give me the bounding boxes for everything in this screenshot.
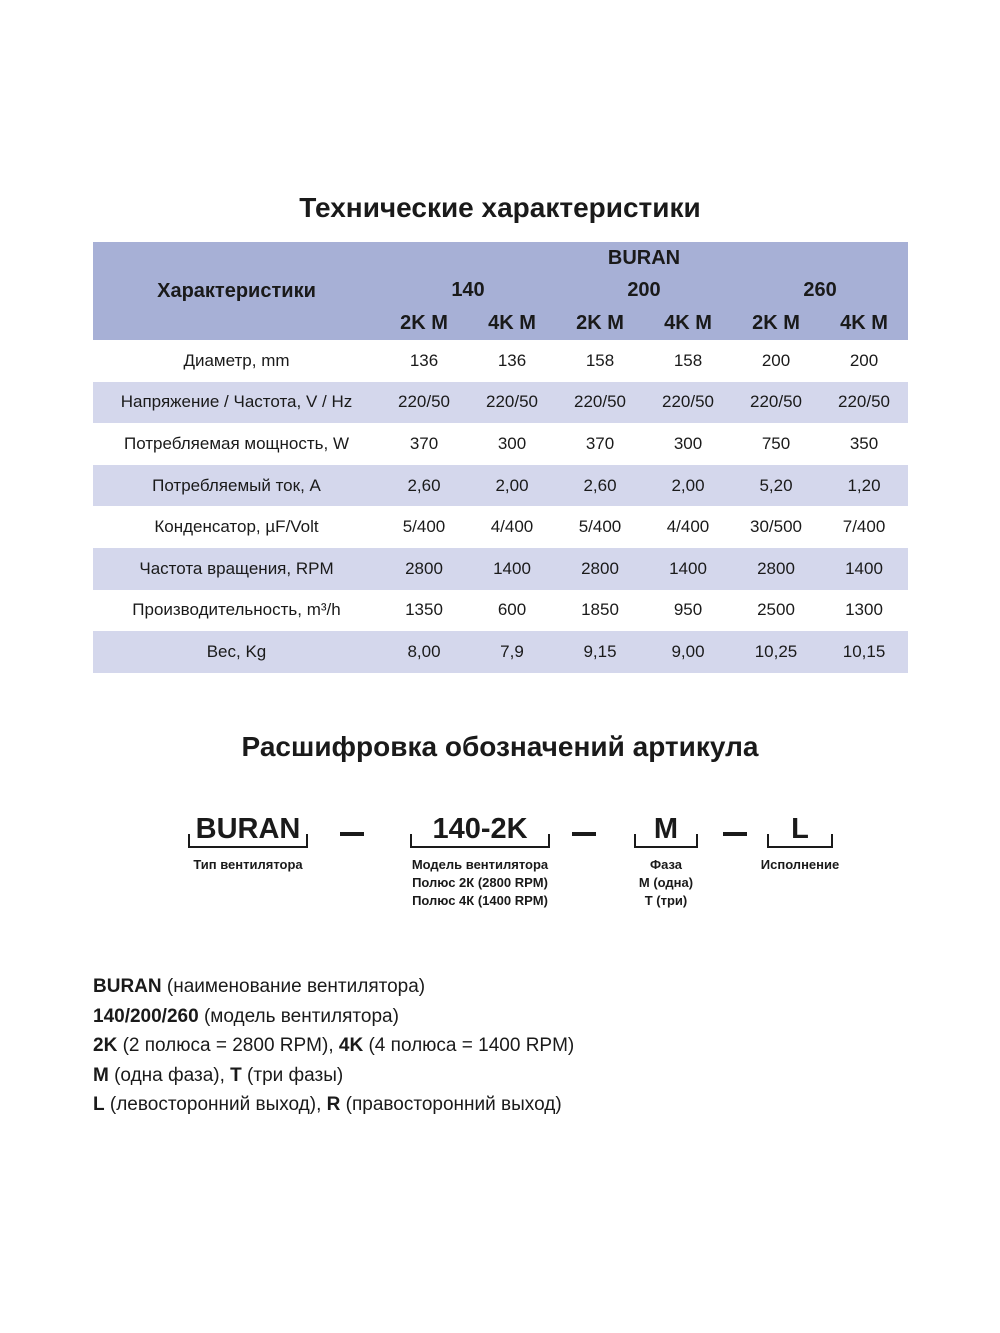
header-model: 260 <box>732 274 908 306</box>
cell-value: 10,25 <box>732 631 820 673</box>
cell-value: 2,60 <box>556 465 644 507</box>
segment-type <box>182 812 314 874</box>
cell-value: 2800 <box>556 548 644 590</box>
row-label: Напряжение / Частота, V / Hz <box>93 382 380 424</box>
cell-value: 5/400 <box>402 517 446 537</box>
cell-value: 136 <box>409 350 439 370</box>
cell-value: 1400 <box>468 548 556 590</box>
row-label: Конденсатор, µF/Volt <box>154 517 319 537</box>
cell-value: 220/50 <box>556 382 644 424</box>
cell-value: 300 <box>497 433 527 453</box>
header-variant: 4K M <box>820 306 908 340</box>
cell-value: 2,00 <box>644 465 732 507</box>
legend-term: R <box>326 1094 341 1115</box>
header-characteristics: Характеристики <box>93 242 380 340</box>
legend-term: 2K <box>93 1035 118 1056</box>
segment-caption: Тип вентилятора <box>193 857 303 872</box>
legend-term: 140/200/260 <box>93 1005 199 1027</box>
cell-value: 200 <box>849 350 879 370</box>
table-row <box>93 423 908 465</box>
legend-line <box>93 1061 574 1091</box>
cell-value: 158 <box>673 350 703 370</box>
legend-text: (2 полюса = 2800 RPM), <box>117 1035 339 1056</box>
cell-value: 10,15 <box>820 631 908 673</box>
cell-value: 2,60 <box>380 465 468 507</box>
header-brand: BURAN <box>380 242 908 274</box>
cell-value: 8,00 <box>380 631 468 673</box>
cell-value: 370 <box>409 433 439 453</box>
legend-line <box>93 972 574 1002</box>
segment-code: 140-2K <box>410 812 549 848</box>
separator-dash <box>572 832 596 836</box>
segment-caption: М (одна) <box>638 875 694 890</box>
cell-value: 2800 <box>380 548 468 590</box>
cell-value: 7/400 <box>842 517 886 537</box>
segment-caption: Исполнение <box>760 857 840 872</box>
legend-line <box>93 1031 574 1061</box>
header-variant: 2K M <box>556 306 644 340</box>
cell-value: 350 <box>849 433 879 453</box>
segment-caption: Т (три) <box>644 893 688 908</box>
legend-text: (левосторонний выход), <box>104 1094 327 1115</box>
segment-code: L <box>767 812 833 848</box>
row-label: Вес, Kg <box>93 631 380 673</box>
legend-term: T <box>230 1064 242 1086</box>
legend-text: (три фазы) <box>241 1064 344 1086</box>
segment-code: BURAN <box>188 812 309 848</box>
cell-value: 600 <box>497 600 527 620</box>
cell-value: 5/400 <box>578 517 622 537</box>
header-variant: 2K M <box>380 306 468 340</box>
separator-dash <box>723 832 747 836</box>
cell-value: 2,00 <box>468 465 556 507</box>
table-row <box>93 631 908 673</box>
cell-value: 2500 <box>757 600 795 620</box>
segment-model <box>380 812 580 910</box>
segment-caption: Фаза <box>649 857 682 872</box>
cell-value: 4/400 <box>666 517 710 537</box>
cell-value: 9,15 <box>556 631 644 673</box>
legend-text: (модель вентилятора) <box>198 1005 399 1027</box>
segment-code: M <box>634 812 698 848</box>
table-row <box>93 382 908 424</box>
cell-value: 220/50 <box>468 382 556 424</box>
cell-value: 220/50 <box>820 382 908 424</box>
legend <box>93 972 574 1120</box>
cell-value: 4/400 <box>490 517 534 537</box>
cell-value: 220/50 <box>732 382 820 424</box>
legend-text: (одна фаза), <box>108 1064 231 1086</box>
cell-value: 1,20 <box>820 465 908 507</box>
cell-value: 1350 <box>405 600 443 620</box>
cell-value: 1300 <box>845 600 883 620</box>
legend-text: (4 полюса = 1400 RPM) <box>363 1035 575 1056</box>
row-label: Потребляемая мощность, W <box>123 433 350 453</box>
cell-value: 1400 <box>644 548 732 590</box>
row-label: Частота вращения, RPM <box>93 548 380 590</box>
cell-value: 1850 <box>581 600 619 620</box>
cell-value: 136 <box>497 350 527 370</box>
cell-value: 220/50 <box>644 382 732 424</box>
cell-value: 7,9 <box>468 631 556 673</box>
table-row <box>93 548 908 590</box>
cell-value: 9,00 <box>644 631 732 673</box>
legend-term: M <box>93 1064 109 1086</box>
header-variant: 2K M <box>732 306 820 340</box>
legend-term: 4K <box>338 1035 364 1056</box>
header-variant: 4K M <box>468 306 556 340</box>
cell-value: 158 <box>585 350 615 370</box>
legend-term: BURAN <box>93 976 162 997</box>
cell-value: 5,20 <box>732 465 820 507</box>
row-label: Диаметр, mm <box>183 350 290 370</box>
cell-value: 2800 <box>732 548 820 590</box>
specs-table <box>93 242 908 673</box>
cell-value: 1400 <box>820 548 908 590</box>
legend-line <box>93 1090 574 1120</box>
legend-text: (наименование вентилятора) <box>161 976 426 997</box>
segment-phase <box>616 812 716 910</box>
table-row <box>93 340 908 382</box>
header-model: 140 <box>380 274 556 306</box>
segment-caption: Модель вентилятора <box>411 857 549 872</box>
cell-value: 750 <box>761 433 791 453</box>
cell-value: 30/500 <box>750 517 802 537</box>
table-row <box>93 465 908 507</box>
segment-execution <box>750 812 850 874</box>
decoding-title: Расшифровка обозначений артикула <box>241 731 759 762</box>
specs-title: Технические характеристики <box>299 192 701 223</box>
legend-line <box>93 1002 574 1032</box>
cell-value: 200 <box>761 350 791 370</box>
header-model: 200 <box>556 274 732 306</box>
separator-dash <box>340 832 364 836</box>
row-label: Потребляемый ток, A <box>93 465 380 507</box>
legend-text: (правосторонний выход) <box>340 1094 562 1115</box>
legend-term: L <box>93 1094 105 1115</box>
header-variant: 4K M <box>644 306 732 340</box>
cell-value: 950 <box>673 600 703 620</box>
row-label: Производительность, m³/h <box>132 600 341 620</box>
cell-value: 220/50 <box>380 382 468 424</box>
table-row <box>93 506 908 548</box>
segment-caption: Полюс 4К (1400 RPM) <box>412 893 548 908</box>
cell-value: 370 <box>585 433 615 453</box>
cell-value: 300 <box>673 433 703 453</box>
table-row <box>93 590 908 632</box>
segment-caption: Полюс 2К (2800 RPM) <box>412 875 548 890</box>
